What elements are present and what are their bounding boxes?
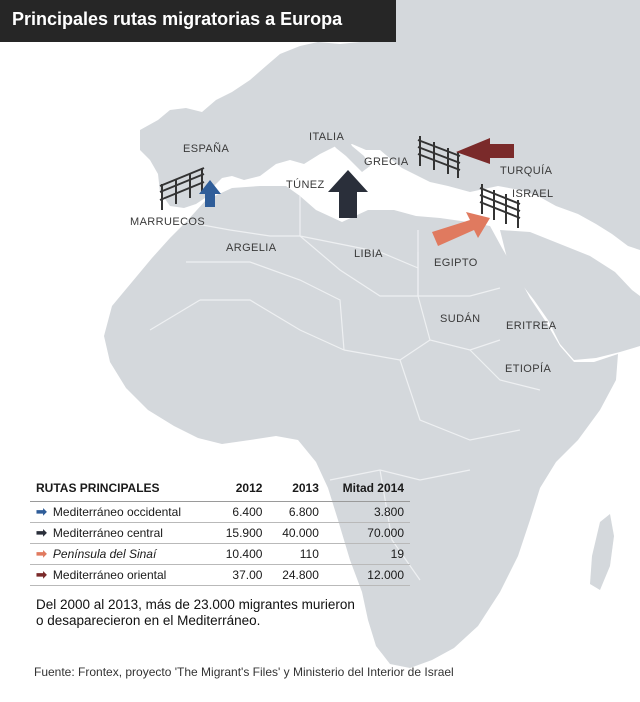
label-marruecos: MARRUECOS: [130, 216, 206, 228]
header-2013: 2013: [268, 478, 324, 502]
label-egipto: EGIPTO: [434, 257, 478, 269]
table-row: [30, 544, 410, 565]
arrow-right-icon: ➡: [36, 525, 47, 540]
value-2014: 3.800: [325, 502, 410, 523]
route-arrow-central: [328, 170, 368, 218]
route-cell: [30, 502, 212, 523]
table-row: [30, 502, 410, 523]
route-name: Mediterráneo occidental: [52, 505, 181, 519]
label-italia: ITALIA: [309, 131, 345, 143]
header-mitad-2014: Mitad 2014: [325, 478, 410, 502]
routes-table: [30, 478, 410, 586]
value-2012: 10.400: [212, 544, 268, 565]
map-title: Principales rutas migratorias a Europa: [12, 9, 343, 29]
arrow-right-icon: ➡: [36, 504, 47, 519]
value-2013: 40.000: [268, 523, 324, 544]
label-argelia: ARGELIA: [226, 242, 277, 254]
header-routes: RUTAS PRINCIPALES: [30, 478, 212, 502]
value-2012: 15.900: [212, 523, 268, 544]
arrow-right-icon: ➡: [36, 546, 47, 561]
value-2012: 6.400: [212, 502, 268, 523]
label-espana: ESPAÑA: [183, 143, 230, 155]
value-2012: 37.00: [212, 565, 268, 586]
table-row: [30, 565, 410, 586]
route-name: Península del Sinaí: [52, 547, 157, 561]
note-text: Del 2000 al 2013, más de 23.000 migrantes murieron o desaparecieron en el Mediterráneo.: [36, 597, 355, 628]
route-cell: [30, 544, 212, 565]
route-cell: [30, 565, 212, 586]
route-name: Mediterráneo oriental: [52, 568, 167, 582]
label-turquia: TURQUÍA: [500, 165, 553, 177]
label-israel: ISRAEL: [512, 188, 554, 200]
value-2013: 110: [268, 544, 324, 565]
value-2014: 12.000: [325, 565, 410, 586]
label-grecia: GRECIA: [364, 156, 409, 168]
value-2014: 70.000: [325, 523, 410, 544]
table-header-row: [30, 478, 410, 502]
value-2014: 19: [325, 544, 410, 565]
label-libia: LIBIA: [354, 248, 383, 260]
label-etiopia: ETIOPÍA: [505, 363, 552, 375]
route-cell: [30, 523, 212, 544]
label-sudan: SUDÁN: [440, 313, 481, 325]
title-bar: [0, 0, 396, 42]
source-text: Fuente: Frontex, proyecto 'The Migrant's Files' y Ministerio del Interior de Israel: [34, 665, 454, 679]
value-2013: 24.800: [268, 565, 324, 586]
madagascar-shape: [590, 514, 614, 590]
arrow-right-icon: ➡: [36, 567, 47, 582]
value-2013: 6.800: [268, 502, 324, 523]
label-eritrea: ERITREA: [506, 320, 557, 332]
table-row: [30, 523, 410, 544]
label-tunez: TÚNEZ: [286, 179, 325, 191]
header-2012: 2012: [212, 478, 268, 502]
route-name: Mediterráneo central: [52, 526, 163, 540]
